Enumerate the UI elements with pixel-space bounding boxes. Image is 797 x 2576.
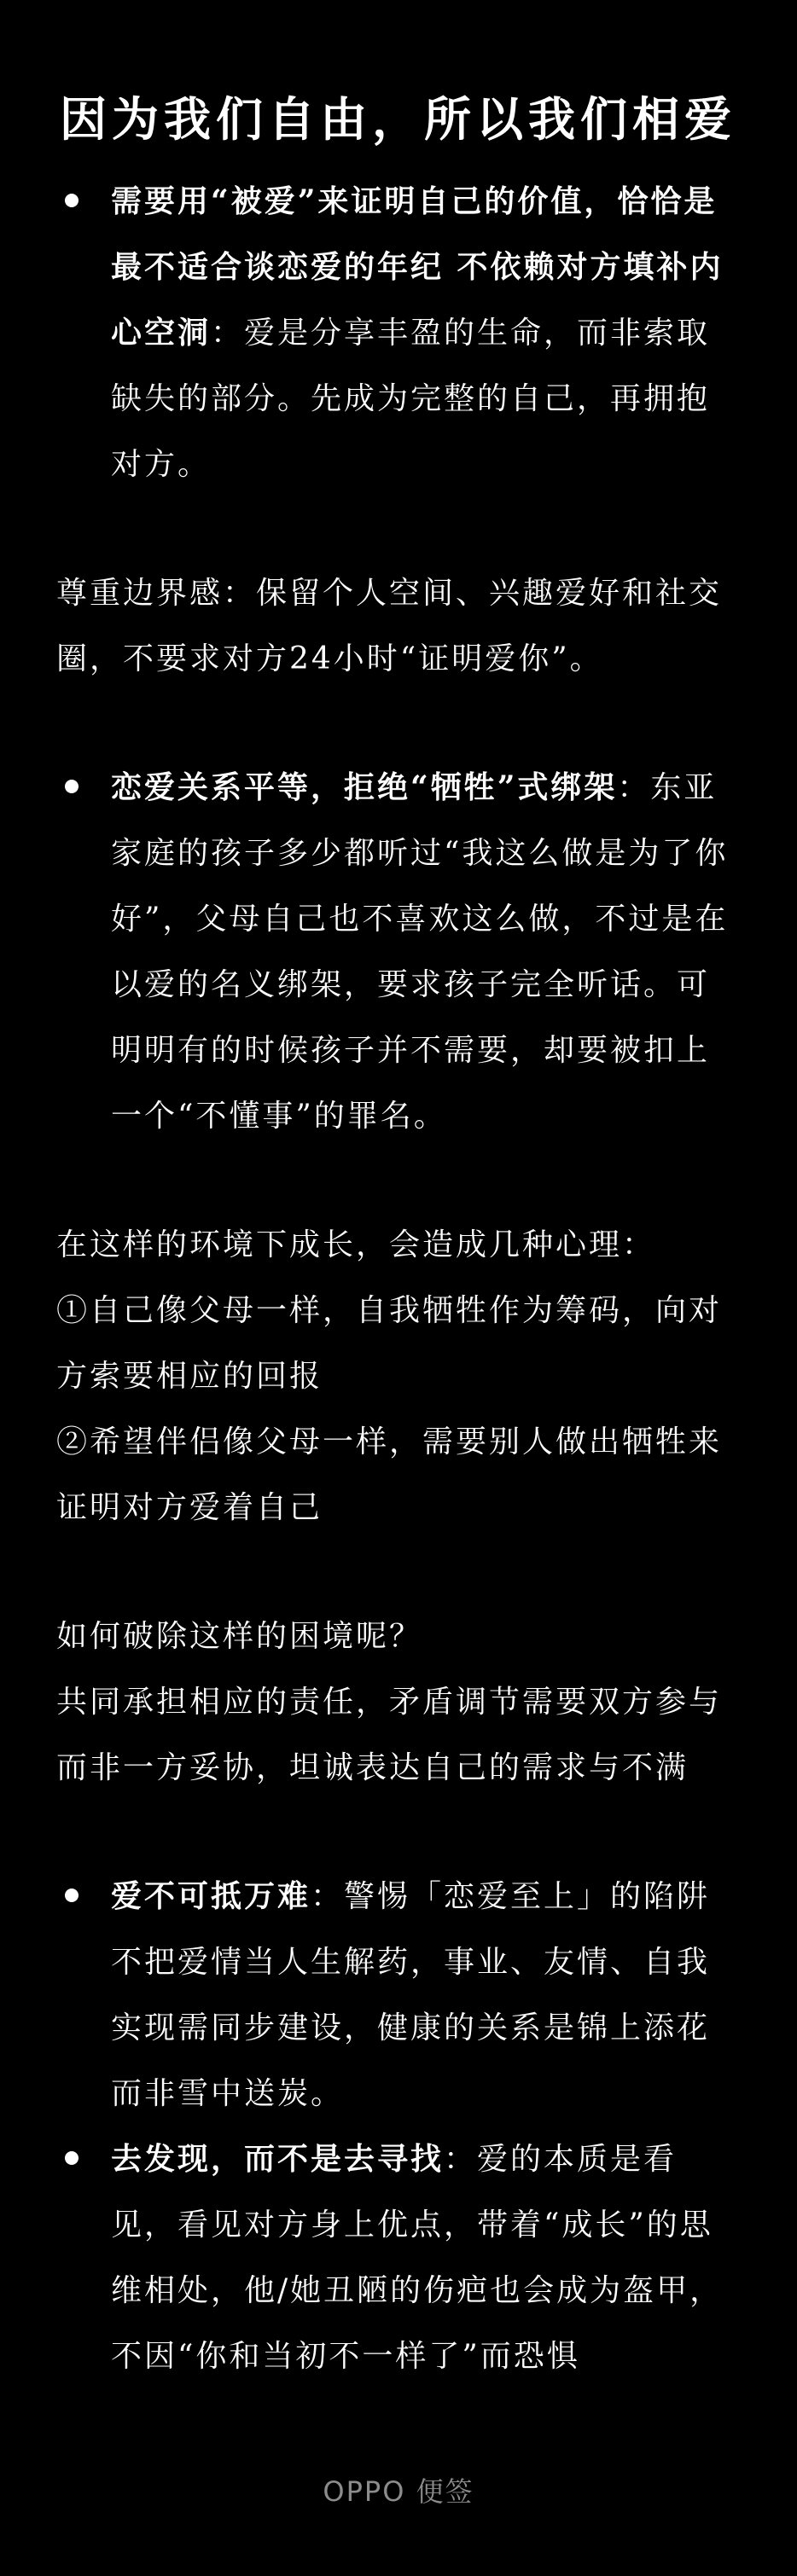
solution-block — [56, 1604, 741, 1801]
bullet-item-discover — [56, 2126, 741, 2389]
environment-block — [56, 1212, 741, 1540]
bullet-body: ：爱是分享丰盈的生命，而非索取缺失的部分。先成为完整的自己，再拥抱对方。 — [111, 316, 711, 482]
environment-intro: 在这样的环境下成长，会造成几种心理： — [56, 1227, 656, 1262]
bullet-body: ：东亚家庭的孩子多少都听过“我这么做是为了你好”，父母自己也不喜欢这么做，不过是在以爱的名义绑架，要求孩子完全听话。可明明有的时候孩子并不需要，却要被扣上一个“不懂事”的罪名。 — [111, 770, 729, 1134]
environment-item-1: ①自己像父母一样，自我牺牲作为筹码，向对方索要相应的回报 — [56, 1293, 723, 1394]
note-title: 因为我们自由，所以我们相爱 — [60, 91, 737, 147]
solution-answer: 共同承担相应的责任，矛盾调节需要双方参与而非一方妥协，坦诚表达自己的需求与不满 — [56, 1685, 723, 1785]
environment-item-2: ②希望伴侣像父母一样，需要别人做出牺牲来证明对方爱着自己 — [56, 1424, 723, 1525]
bullet-item-equality — [56, 755, 741, 1149]
bullet-dot-icon — [65, 194, 79, 207]
bullet-item-love-limits — [56, 1864, 741, 2126]
bullet-heading: 爱不可抵万难 — [111, 1878, 311, 1914]
bullet-heading: 需要用“被爱”来证明自己的价值，恰恰是最不适合谈恋爱的年纪 不依赖对方填补内心空洞 — [111, 183, 724, 351]
bullet-dot-icon — [65, 2151, 79, 2165]
bullet-heading: 去发现，而不是去寻找 — [111, 2141, 445, 2177]
bullet-item-self-worth — [56, 169, 741, 497]
bullet-list-1 — [56, 169, 741, 497]
solution-question: 如何破除这样的困境呢？ — [56, 1619, 423, 1654]
bullet-list-2 — [56, 755, 741, 1149]
bullet-list-3 — [56, 1864, 741, 2389]
app-footer-label: OPPO 便签 — [323, 2475, 474, 2508]
bullet-heading: 恋爱关系平等，拒绝“牺牲”式绑架 — [111, 769, 618, 805]
bullet-body: ：警惕「恋爱至上」的陷阱不把爱情当人生解药，事业、友情、自我实现需同步建设，健康的关系是锦上添花而非雪中送炭。 — [111, 1879, 711, 2111]
bullet-dot-icon — [65, 780, 79, 793]
bullet-dot-icon — [65, 1888, 79, 1902]
bullet-body: ：爱的本质是看见，看见对方身上优点，带着“成长”的思维相处，他/她丑陋的伤疤也会成为盔甲，不因“你和当初不一样了”而恐惧 — [111, 2142, 724, 2374]
paragraph-boundary: 尊重边界感：保留个人空间、兴趣爱好和社交圈，不要求对方24小时“证明爱你”。 — [56, 576, 723, 676]
